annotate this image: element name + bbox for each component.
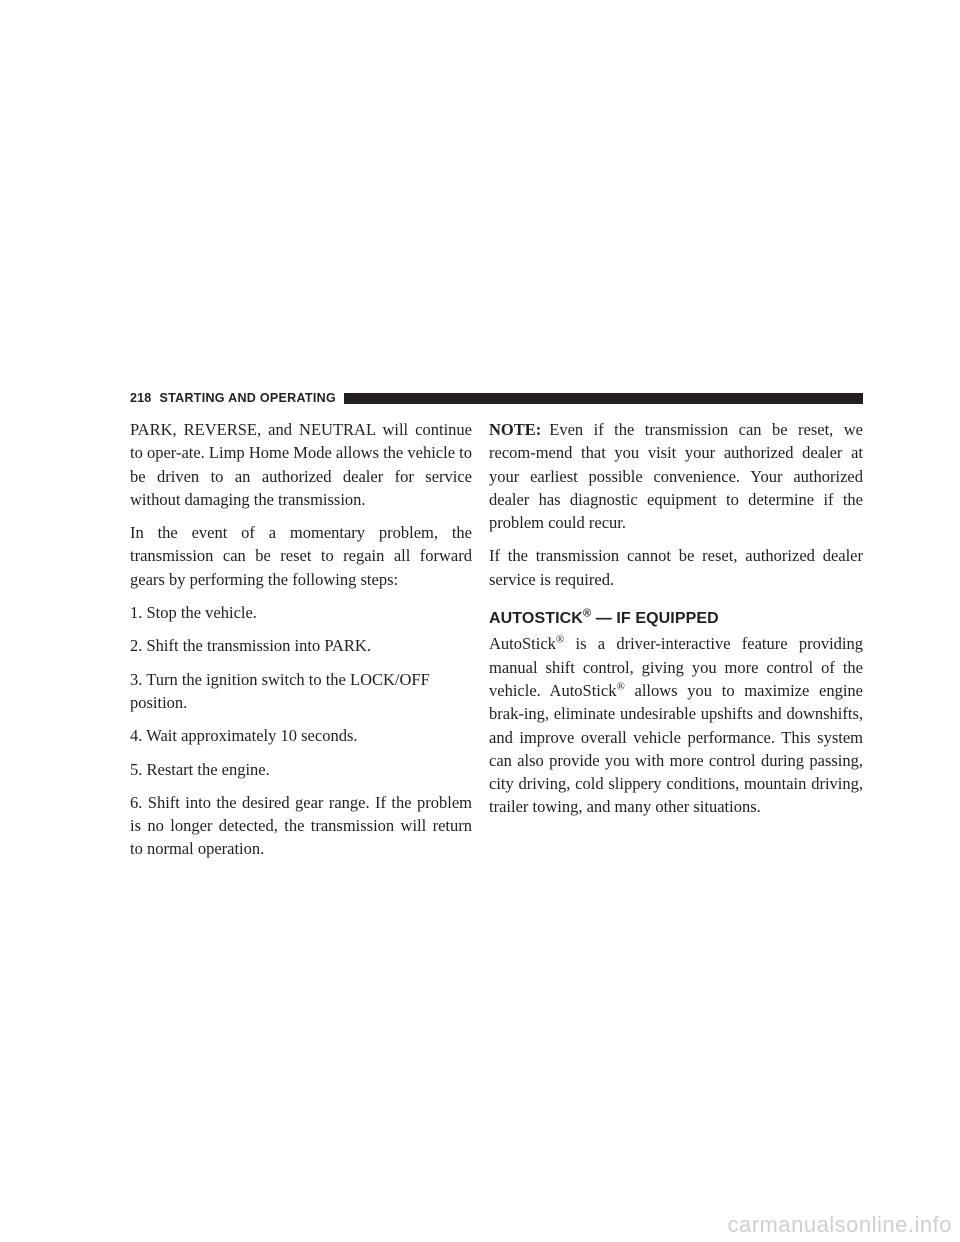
paragraph-service-required: If the transmission cannot be reset, authorized dealer service is required. bbox=[489, 546, 863, 589]
text-run: is a driver-interactive feature providing manual shift control, giving you more control of the vehicle. AutoStick bbox=[489, 634, 863, 700]
note-label: NOTE: bbox=[489, 420, 542, 439]
paragraph-reset-intro: In the event of a momentary problem, the transmission can be reset to regain all forward gears by performing the following steps: bbox=[130, 523, 472, 589]
step-item: 5. Restart the engine. bbox=[130, 759, 270, 779]
heading-tail: — IF EQUIPPED bbox=[591, 610, 719, 628]
registered-mark: ® bbox=[555, 633, 565, 646]
registered-mark: ® bbox=[616, 680, 625, 693]
text-run: allows you to maximize engine brak-ing, eliminate undesirable upshifts and downshifts, and improve overall vehicle performance. This system can also provide you with more control during passing, city driving, cold slippery conditions, mountain driving, trailer towing, and many other situations. bbox=[489, 680, 863, 817]
watermark: carmanualsonline.info bbox=[727, 1212, 952, 1237]
step-item: 1. Stop the vehicle. bbox=[130, 603, 257, 623]
step-item: 3. Turn the ignition switch to the LOCK/OFF position. bbox=[130, 669, 430, 712]
paragraph-autostick bbox=[489, 632, 863, 818]
page-number: 218 bbox=[130, 391, 152, 405]
text-run: AutoStick bbox=[489, 634, 556, 654]
section-heading-autostick bbox=[489, 607, 863, 630]
step-item: 6. Shift into the desired gear range. If the problem is no longer detected, the transmission will return to normal operation. bbox=[130, 792, 472, 859]
right-column bbox=[489, 418, 863, 829]
step-item: 2. Shift the transmission into PARK. bbox=[130, 636, 371, 656]
section-title: STARTING AND OPERATING bbox=[159, 391, 336, 405]
page-header bbox=[130, 389, 863, 407]
paragraph-limp-home: PARK, REVERSE, and NEUTRAL will continue to oper-ate. Limp Home Mode allows the vehicle to be driven to an authorized dealer for service without damaging the transmission. bbox=[130, 420, 472, 509]
heading-main: AUTOSTICK bbox=[489, 610, 583, 628]
step-item: 4. Wait approximately 10 seconds. bbox=[130, 726, 358, 746]
note-paragraph bbox=[489, 418, 863, 534]
registered-mark: ® bbox=[582, 607, 592, 620]
note-text: Even if the transmission can be reset, we recom-mend that you visit your authorized dealer at your earliest possible convenience. Your authorized dealer has diagnostic equipment to determine if the problem could recur. bbox=[489, 420, 863, 533]
left-column bbox=[130, 418, 472, 871]
header-rule bbox=[344, 393, 863, 404]
